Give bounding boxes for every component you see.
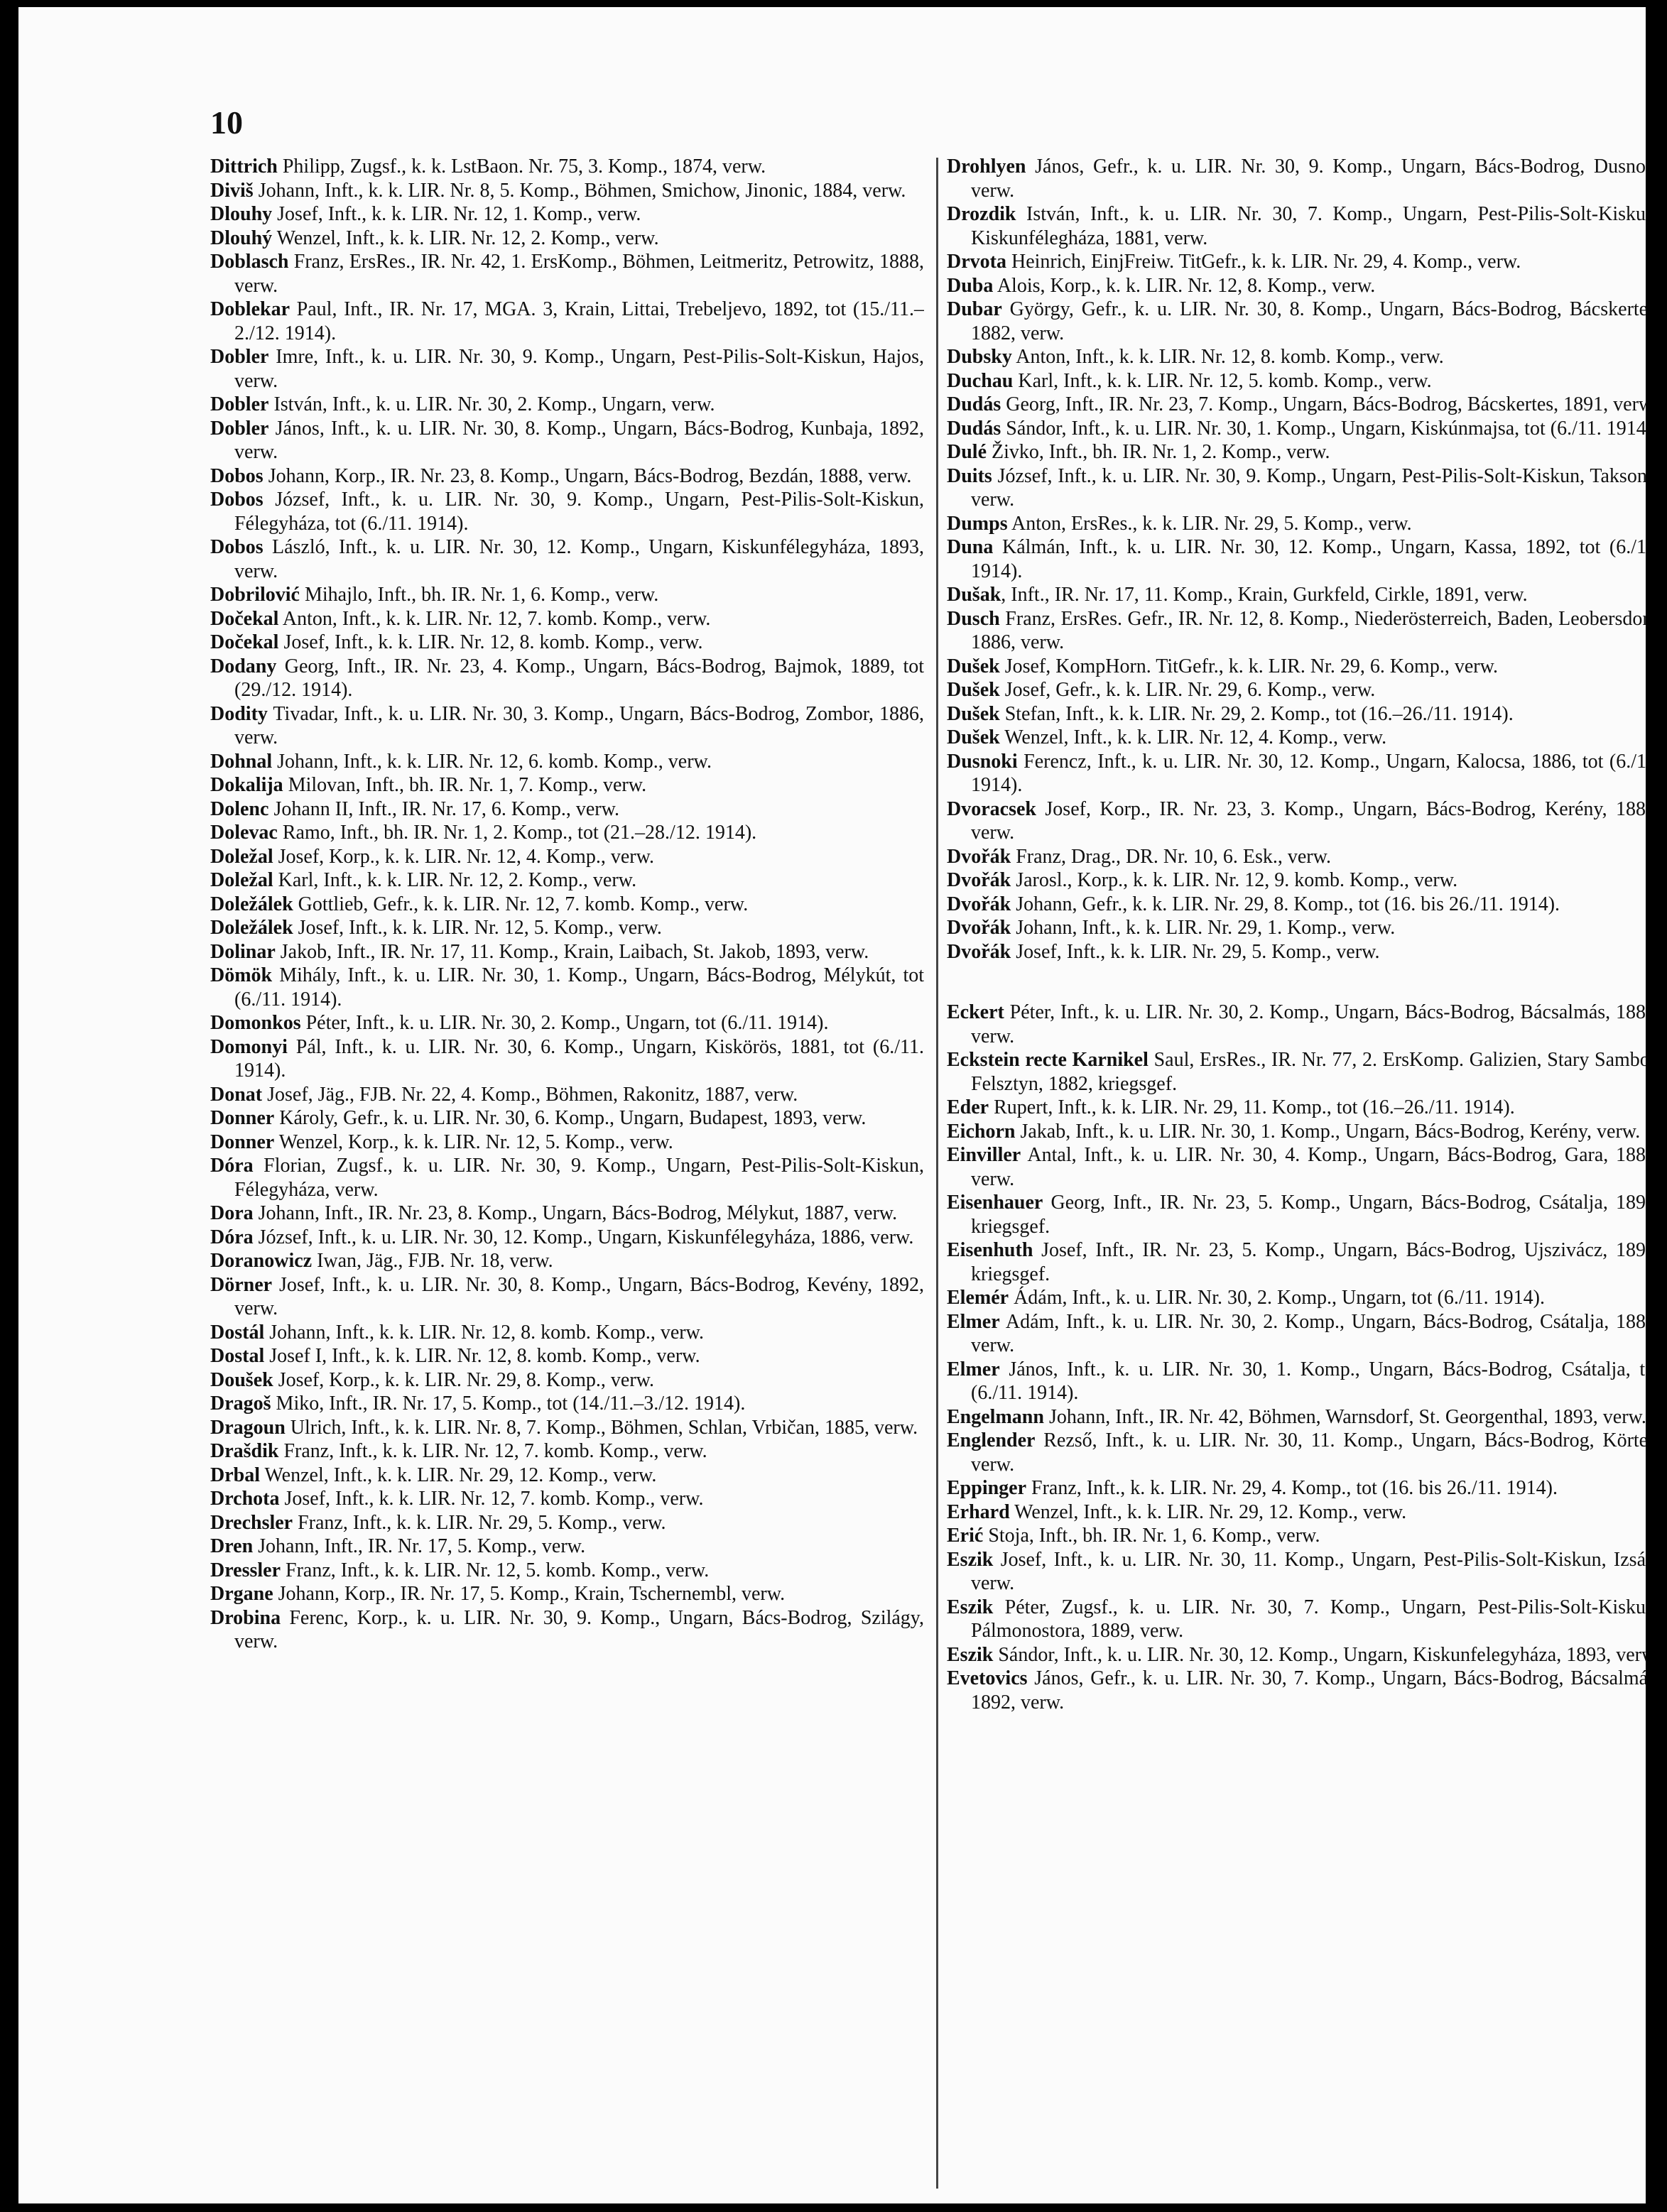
entry-surname: Dren [210,1535,254,1557]
entry-details: Johann, Inft., k. k. LIR. Nr. 29, 1. Komp., verw. [1011,917,1396,939]
entry-details: Franz, Inft., k. k. LIR. Nr. 12, 5. komb. Komp., verw. [281,1559,710,1581]
entry-surname: Doblekar [210,298,290,320]
entry-surname: Dóra [210,1226,254,1248]
casualty-entry [210,916,924,940]
entry-surname: Drechsler [210,1511,293,1534]
entry-details: Josef, Jäg., FJB. Nr. 22, 4. Komp., Böhmen, Rakonitz, 1887, verw. [262,1083,798,1106]
casualty-entry [210,821,924,845]
entry-surname: Drvota [947,251,1006,273]
casualty-entry [947,702,1661,726]
entry-surname: Drohlyen [947,156,1026,178]
entry-details: György, Gefr., k. u. LIR. Nr. 30, 8. Komp., Ungarn, Bács-Bodrog, Bácskertes, 1882, verw. [971,298,1661,344]
entry-details: József, Inft., k. u. LIR. Nr. 30, 9. Komp., Ungarn, Pest-Pilis-Solt-Kiskun, Taksony, verw. [971,464,1661,511]
entry-details: Adám, Inft., k. u. LIR. Nr. 30, 2. Komp., Ungarn, Bács-Bodrog, Csátalja, 1884, verw. [971,1310,1661,1356]
entry-details: Wenzel, Korp., k. k. LIR. Nr. 12, 5. Komp., verw. [274,1130,673,1153]
entry-surname: Dodity [210,702,268,725]
entry-details: József, Inft., k. u. LIR. Nr. 30, 12. Komp., Ungarn, Kiskunfélegyháza, 1886, verw. [253,1226,914,1248]
casualty-entry [947,464,1661,512]
casualty-entry [947,1405,1661,1429]
casualty-entry [210,1464,924,1488]
entry-surname: Eszik [947,1643,994,1666]
entry-surname: Eszik [947,1548,994,1571]
entry-details: Živko, Inft., bh. IR. Nr. 1, 2. Komp., verw. [987,441,1330,463]
entry-surname: Erhard [947,1500,1010,1523]
entry-surname: Drbal [210,1464,260,1486]
entry-surname: Dvořák [947,845,1011,868]
entry-details: Franz, Inft., k. k. LIR. Nr. 12, 7. komb. Komp., verw. [278,1440,707,1462]
casualty-entry [210,1439,924,1464]
casualty-entry [947,1120,1661,1144]
casualty-entry [947,1358,1661,1405]
casualty-entry [947,440,1661,464]
entry-surname: Doležálek [210,917,293,939]
entry-surname: Dodany [210,655,277,677]
entry-surname: Duna [947,536,994,558]
casualty-entry [947,1643,1661,1667]
entry-details: Anton, ErsRes., k. k. LIR. Nr. 29, 5. Komp., verw. [1007,512,1412,535]
entry-surname: Eckert [947,1001,1004,1023]
entry-surname: Duits [947,464,992,487]
casualty-entry [210,1368,924,1393]
entry-surname: Dušek [947,702,1000,725]
casualty-entry [210,535,924,583]
casualty-entry [947,940,1661,964]
casualty-entry [210,1321,924,1345]
entry-surname: Donat [210,1083,263,1106]
casualty-entry [210,1083,924,1107]
casualty-entry [947,750,1661,797]
casualty-entry [210,345,924,393]
casualty-entry [947,1500,1661,1525]
entry-surname: Dressler [210,1559,281,1581]
casualty-entry [947,155,1661,202]
entry-surname: Eszik [947,1596,994,1618]
entry-details: István, Inft., k. u. LIR. Nr. 30, 2. Komp., Ungarn, verw. [268,393,715,415]
casualty-entry [947,417,1661,441]
entry-surname: Donner [210,1130,275,1153]
casualty-entry [947,1286,1661,1310]
entry-details: Josef, Inft., k. k. LIR. Nr. 12, 1. Komp., verw. [272,203,641,225]
entry-details: János, Inft., k. u. LIR. Nr. 30, 8. Komp., Ungarn, Bács-Bodrog, Kunbaja, 1892, verw. [234,417,924,463]
casualty-entry [210,940,924,964]
entry-surname: Elmer [947,1310,1000,1333]
entry-surname: Doležal [210,869,273,891]
entry-details: Sándor, Inft., k. u. LIR. Nr. 30, 1. Komp., Ungarn, Kiskúnmajsa, tot (6./11. 1914). [1001,417,1658,440]
entry-surname: Dvořák [947,893,1011,915]
casualty-entry [947,845,1661,869]
entry-details: Paul, Inft., IR. Nr. 17, MGA. 3, Krain, Littai, Trebeljevo, 1892, tot (15./11.–2./12. 1914). [234,298,924,344]
entry-details: Johann, Inft., IR. Nr. 17, 5. Komp., verw. [253,1535,586,1557]
casualty-entry [210,1226,924,1250]
entry-surname: Dóra [210,1155,254,1177]
entry-surname: Dvořák [947,917,1011,939]
casualty-entry [947,607,1661,655]
right-column [947,155,1661,2200]
casualty-entry [947,797,1661,845]
entry-surname: Engelmann [947,1405,1044,1428]
entry-surname: Dörner [210,1273,273,1296]
entry-details: Ferenc, Korp., k. u. LIR. Nr. 30, 9. Komp., Ungarn, Bács-Bodrog, Szilágy, verw. [234,1606,924,1652]
entry-surname: Drgane [210,1583,273,1605]
casualty-entry [210,1559,924,1583]
casualty-entry [947,916,1661,940]
casualty-entry [947,1310,1661,1358]
casualty-entry [947,655,1661,679]
casualty-entry [210,179,924,203]
entry-surname: Dvořák [947,940,1011,963]
casualty-entry [210,750,924,774]
casualty-entry [210,1582,924,1606]
casualty-entry [210,1011,924,1035]
entry-details: Johann, Inft., k. k. LIR. Nr. 12, 8. komb. Komp., verw. [264,1321,705,1344]
entry-surname: Dostal [210,1345,265,1367]
entry-surname: Dobler [210,393,269,415]
casualty-entry [210,1154,924,1202]
casualty-entry [210,1249,924,1273]
entry-details: Wenzel, Inft., k. k. LIR. Nr. 29, 12. Komp., verw. [1009,1500,1407,1523]
casualty-entry [210,893,924,917]
casualty-entry [947,345,1661,369]
entry-details: Georg, Inft., IR. Nr. 23, 4. Komp., Ungarn, Bács-Bodrog, Bajmok, 1889, tot (29./12. 1914). [234,655,924,701]
entry-details: Saul, ErsRes., IR. Nr. 77, 2. ErsKomp. Galizien, Stary Sambor, Felsztyn, 1882, kriegsgef. [971,1049,1661,1095]
entry-details: Kálmán, Inft., k. u. LIR. Nr. 30, 12. Komp., Ungarn, Kassa, 1892, tot (6./11. 1914). [971,536,1661,582]
casualty-entry [947,868,1661,893]
entry-surname: Dolinar [210,940,276,963]
section-gap [947,964,1661,1001]
entry-surname: Dobos [210,536,264,558]
casualty-entry [947,893,1661,917]
entry-details: Franz, Drag., DR. Nr. 10, 6. Esk., verw. [1011,845,1332,868]
entry-surname: Dobos [210,489,264,511]
casualty-entry [947,1524,1661,1548]
entry-surname: Elemér [947,1287,1009,1309]
casualty-entry [947,1596,1661,1643]
entry-surname: Englender [947,1429,1036,1451]
entry-surname: Duba [947,274,994,297]
casualty-entry [210,488,924,535]
document-page [18,7,1661,2203]
entry-surname: Dragoun [210,1416,286,1439]
entry-surname: Drobina [210,1606,281,1629]
entry-details: Miko, Inft., IR. Nr. 17, 5. Komp., tot (14./11.–3./12. 1914). [271,1393,746,1415]
entry-details: Stefan, Inft., k. k. LIR. Nr. 29, 2. Komp., tot (16.–26./11. 1914). [999,702,1514,725]
entry-surname: Dlouhý [210,227,273,249]
entry-surname: Dvoracsek [947,797,1036,820]
entry-details: , Inft., IR. Nr. 17, 11. Komp., Krain, Gurkfeld, Cirkle, 1891, verw. [1001,584,1528,606]
casualty-entry [210,1392,924,1416]
entry-details: Sándor, Inft., k. u. LIR. Nr. 30, 12. Komp., Ungarn, Kiskunfelegyháza, 1893, verw. [993,1643,1660,1666]
entry-surname: Doblasch [210,251,289,273]
entry-surname: Dragoš [210,1393,271,1415]
entry-surname: Drozdik [947,203,1016,225]
entry-details: Florian, Zugsf., k. u. LIR. Nr. 30, 9. Komp., Ungarn, Pest-Pilis-Solt-Kiskun, Félegyháza, verw. [234,1155,924,1201]
entry-details: Rezső, Inft., k. u. LIR. Nr. 30, 11. Komp., Ungarn, Bács-Bodrog, Körtes, verw. [971,1429,1661,1476]
entry-details: Anton, Inft., k. k. LIR. Nr. 12, 7. komb. Komp., verw. [278,607,711,630]
entry-details: Rupert, Inft., k. k. LIR. Nr. 29, 11. Komp., tot (16.–26./11. 1914). [989,1096,1515,1118]
entry-details: Johann, Inft., IR. Nr. 42, Böhmen, Warnsdorf, St. Georgenthal, 1893, verw. [1043,1405,1646,1428]
entry-details: Georg, Inft., IR. Nr. 23, 7. Komp., Ungarn, Bács-Bodrog, Bácskertes, 1891, verw. [1001,393,1657,415]
entry-details: Karl, Inft., k. k. LIR. Nr. 12, 5. komb. Komp., verw. [1013,369,1432,392]
entry-details: Franz, Inft., k. k. LIR. Nr. 29, 4. Komp., tot (16. bis 26./11. 1914). [1026,1477,1558,1499]
entry-details: Josef, Korp., IR. Nr. 23, 3. Komp., Ungarn, Bács-Bodrog, Kerény, 1888, verw. [971,797,1661,844]
casualty-entry [210,227,924,251]
entry-surname: Doležal [210,845,273,868]
entry-details: Wenzel, Inft., k. k. LIR. Nr. 12, 2. Komp., verw. [272,227,659,249]
entry-surname: Dulé [947,441,987,463]
entry-surname: Dubsky [947,346,1012,368]
entry-surname: Dolevac [210,822,278,844]
entry-surname: Dudás [947,393,1001,415]
casualty-entry [947,1191,1661,1238]
entry-details: Franz, Inft., k. k. LIR. Nr. 29, 5. Komp., verw. [293,1511,666,1534]
casualty-entry [210,607,924,631]
entry-surname: Dočekal [210,631,279,653]
entry-surname: Domonkos [210,1012,301,1034]
casualty-entry [947,298,1661,345]
casualty-entry [210,1273,924,1321]
entry-surname: Eichorn [947,1120,1016,1143]
entry-surname: Dumps [947,512,1008,535]
entry-details: Ramo, Inft., bh. IR. Nr. 1, 2. Komp., tot (21.–28./12. 1914). [277,822,757,844]
entry-surname: Dlouhy [210,203,273,225]
entry-details: Josef, Inft., k. k. LIR. Nr. 12, 7. komb. Komp., verw. [279,1488,704,1510]
entry-surname: Dobos [210,464,264,487]
entry-details: Heinrich, EinjFreiw. TitGefr., k. k. LIR. Nr. 29, 4. Komp., verw. [1006,251,1521,273]
entry-surname: Erić [947,1525,984,1547]
entry-details: Franz, ErsRes., IR. Nr. 42, 1. ErsKomp., Böhmen, Leitmeritz, Petrowitz, 1888, verw. [234,251,924,297]
entry-details: József, Inft., k. u. LIR. Nr. 30, 9. Komp., Ungarn, Pest-Pilis-Solt-Kiskun, Félegyháza, tot (6./11. 1914). [234,489,924,535]
casualty-entry [210,1535,924,1559]
casualty-entry [210,1416,924,1440]
entry-details: Gottlieb, Gefr., k. k. LIR. Nr. 12, 7. komb. Komp., verw. [293,893,749,915]
casualty-entry [947,202,1661,250]
entry-surname: Eppinger [947,1477,1027,1499]
casualty-entry [947,1238,1661,1286]
entry-details: Mihály, Inft., k. u. LIR. Nr. 30, 1. Komp., Ungarn, Bács-Bodrog, Mélykút, tot (6./11. 1914). [234,964,924,1010]
entry-surname: Dokalija [210,774,283,796]
entry-details: Josef I, Inft., k. k. LIR. Nr. 12, 8. komb. Komp., verw. [264,1345,700,1367]
entry-details: Johann, Inft., k. k. LIR. Nr. 12, 6. komb. Komp., verw. [272,750,712,773]
entry-surname: Dömök [210,964,273,986]
entry-surname: Diviš [210,179,254,202]
entry-surname: Eder [947,1096,989,1118]
casualty-entry [947,1143,1661,1191]
left-column [210,155,924,2200]
casualty-entry [947,1048,1661,1096]
entry-details: Wenzel, Inft., k. k. LIR. Nr. 29, 12. Komp., verw. [260,1464,657,1486]
entry-details: Karl, Inft., k. k. LIR. Nr. 12, 2. Komp., verw. [273,869,637,891]
casualty-entry [210,417,924,464]
entry-details: Josef, Gefr., k. k. LIR. Nr. 29, 6. Komp., verw. [999,679,1376,701]
casualty-entry [947,535,1661,583]
entry-surname: Eisenhauer [947,1192,1043,1214]
entry-details: Antal, Inft., k. u. LIR. Nr. 30, 4. Komp., Ungarn, Bács-Bodrog, Gara, 1884, verw. [971,1144,1661,1190]
entry-details: János, Inft., k. u. LIR. Nr. 30, 1. Komp., Ungarn, Bács-Bodrog, Csátalja, tot (6./11. 1914). [971,1358,1661,1404]
entry-surname: Eckstein recte Karnikel [947,1049,1149,1071]
entry-details: Johann, Inft., k. k. LIR. Nr. 8, 5. Komp., Böhmen, Smichow, Jinonic, 1884, verw. [253,179,906,202]
entry-surname: Dora [210,1202,254,1224]
entry-surname: Doranowicz [210,1250,313,1272]
entry-details: Jakob, Inft., IR. Nr. 17, 11. Komp., Krain, Laibach, St. Jakob, 1893, verw. [275,940,869,963]
entry-details: Pál, Inft., k. u. LIR. Nr. 30, 6. Komp., Ungarn, Kiskörös, 1881, tot (6./11. 1914). [234,1035,924,1082]
entry-details: Péter, Inft., k. u. LIR. Nr. 30, 2. Komp., Ungarn, tot (6./11. 1914). [300,1012,829,1034]
entry-details: László, Inft., k. u. LIR. Nr. 30, 12. Komp., Ungarn, Kiskunfélegyháza, 1893, verw. [234,536,924,582]
entry-details: Josef, Inft., k. k. LIR. Nr. 12, 8. komb. Komp., verw. [278,631,703,653]
entry-surname: Dittrich [210,156,278,178]
casualty-entry [210,583,924,607]
casualty-entry [210,868,924,893]
entry-details: Milovan, Inft., bh. IR. Nr. 1, 7. Komp., verw. [283,774,647,796]
entry-details: Johann II, Inft., IR. Nr. 17, 6. Komp., verw. [268,797,619,820]
entry-surname: Dvořák [947,869,1011,891]
casualty-entry [210,1511,924,1535]
entry-details: Ulrich, Inft., k. k. LIR. Nr. 8, 7. Komp., Böhmen, Schlan, Vrbičan, 1885, verw. [285,1416,918,1439]
entry-details: Ádám, Inft., k. u. LIR. Nr. 30, 2. Komp., Ungarn, tot (6./11. 1914). [1009,1287,1545,1309]
entry-surname: Dostál [210,1321,265,1344]
entry-surname: Dudás [947,417,1001,440]
entry-surname: Eisenhuth [947,1239,1033,1261]
entry-surname: Doležálek [210,893,293,915]
casualty-entry [210,298,924,345]
casualty-entry [210,964,924,1011]
casualty-entry [947,369,1661,393]
entry-details: Péter, Inft., k. u. LIR. Nr. 30, 2. Komp., Ungarn, Bács-Bodrog, Bácsalmás, 1885, verw. [971,1001,1661,1047]
casualty-entry [947,726,1661,750]
casualty-entry [210,1035,924,1083]
entry-details: Alois, Korp., k. k. LIR. Nr. 12, 8. Komp., verw. [993,274,1376,297]
casualty-entry [210,1487,924,1511]
casualty-entry [210,1344,924,1368]
entry-surname: Drašdik [210,1440,279,1462]
casualty-entry [210,1106,924,1130]
entry-details: Johann, Inft., IR. Nr. 23, 8. Komp., Ungarn, Bács-Bodrog, Mélykut, 1887, verw. [253,1202,898,1224]
entry-surname: Doušek [210,1368,273,1391]
casualty-entry [947,1001,1661,1048]
entry-surname: Dusch [947,607,1000,630]
entry-details: Josef, KompHorn. TitGefr., k. k. LIR. Nr. 29, 6. Komp., verw. [999,655,1498,677]
casualty-entry [947,512,1661,536]
entry-details: Josef, Inft., k. u. LIR. Nr. 30, 11. Komp., Ungarn, Pest-Pilis-Solt-Kiskun, Izsák, verw. [971,1548,1661,1594]
entry-details: Josef, Korp., k. k. LIR. Nr. 29, 8. Komp., verw. [273,1368,655,1391]
entry-surname: Dohnal [210,750,273,773]
entry-surname: Evetovics [947,1667,1028,1689]
casualty-entry [947,1667,1661,1714]
entry-details: Josef, Inft., k. k. LIR. Nr. 29, 5. Komp., verw. [1011,940,1380,963]
casualty-entry [947,393,1661,417]
entry-details: Philipp, Zugsf., k. k. LstBaon. Nr. 75, 3. Komp., 1874, verw. [277,156,766,178]
casualty-entry [210,797,924,822]
casualty-entry [210,250,924,298]
entry-details: Johann, Korp., IR. Nr. 23, 8. Komp., Ungarn, Bács-Bodrog, Bezdán, 1888, verw. [263,464,912,487]
entry-details: István, Inft., k. u. LIR. Nr. 30, 7. Komp., Ungarn, Pest-Pilis-Solt-Kiskun, Kiskunfélegháza, 1881, verw. [971,203,1661,249]
entry-details: János, Gefr., k. u. LIR. Nr. 30, 7. Komp., Ungarn, Bács-Bodrog, Bácsalmás, 1892, verw. [971,1667,1661,1714]
casualty-entry [210,1130,924,1155]
entry-details: János, Gefr., k. u. LIR. Nr. 30, 9. Komp., Ungarn, Bács-Bodrog, Dusnok, verw. [971,156,1661,202]
casualty-entry [210,202,924,227]
entry-surname: Duchau [947,369,1014,392]
entry-details: Josef, Inft., k. u. LIR. Nr. 30, 8. Komp., Ungarn, Bács-Bodrog, Kevény, 1892, verw. [234,1273,924,1319]
entry-details: Péter, Zugsf., k. u. LIR. Nr. 30, 7. Komp., Ungarn, Pest-Pilis-Solt-Kiskun, Pálmonostora, 1889, verw. [971,1596,1661,1642]
entry-surname: Dočekal [210,607,279,630]
entry-details: Johann, Gefr., k. k. LIR. Nr. 29, 8. Komp., tot (16. bis 26./11. 1914). [1011,893,1560,915]
entry-surname: Dobrilović [210,584,300,606]
entry-surname: Dobler [210,417,269,440]
entry-details: Károly, Gefr., k. u. LIR. Nr. 30, 6. Komp., Ungarn, Budapest, 1893, verw. [274,1107,867,1129]
entry-details: Georg, Inft., IR. Nr. 23, 5. Komp., Ungarn, Bács-Bodrog, Csátalja, 1893, kriegsgef. [971,1192,1661,1238]
page-number: 10 [210,104,243,141]
entry-surname: Dušek [947,679,1000,701]
entry-surname: Dusnoki [947,750,1018,773]
casualty-entry [210,655,924,702]
entry-surname: Dušek [947,655,1000,677]
casualty-entry [210,773,924,797]
entry-details: Wenzel, Inft., k. k. LIR. Nr. 12, 4. Komp., verw. [999,726,1387,748]
entry-surname: Dušek [947,726,1000,748]
entry-surname: Drchota [210,1488,280,1510]
casualty-entry [947,1548,1661,1596]
entry-details: Josef, Korp., k. k. LIR. Nr. 12, 4. Komp., verw. [273,845,654,868]
entry-surname: Dobler [210,346,269,368]
casualty-entry [210,702,924,750]
column-divider [936,158,938,2189]
casualty-entry [210,845,924,869]
entry-surname: Domonyi [210,1035,288,1058]
casualty-entry [947,274,1661,298]
entry-details: Josef, Inft., k. k. LIR. Nr. 12, 5. Komp., verw. [293,917,662,939]
casualty-entry [947,1476,1661,1500]
entry-details: Mihajlo, Inft., bh. IR. Nr. 1, 6. Komp., verw. [300,584,659,606]
entry-details: Jarosl., Korp., k. k. LIR. Nr. 12, 9. komb. Komp., verw. [1011,869,1458,891]
casualty-entry [210,631,924,655]
entry-details: Iwan, Jäg., FJB. Nr. 18, verw. [312,1250,553,1272]
entry-details: Jakab, Inft., k. u. LIR. Nr. 30, 1. Komp., Ungarn, Bács-Bodrog, Kerény, verw. [1015,1120,1641,1143]
entry-details: Anton, Inft., k. k. LIR. Nr. 12, 8. komb. Komp., verw. [1011,346,1444,368]
entry-details: Ferencz, Inft., k. u. LIR. Nr. 30, 12. Komp., Ungarn, Kalocsa, 1886, tot (6./11. 1914). [971,750,1661,796]
entry-details: Stoja, Inft., bh. IR. Nr. 1, 6. Komp., verw. [983,1525,1320,1547]
entry-details: Johann, Korp., IR. Nr. 17, 5. Komp., Krain, Tschernembl, verw. [273,1583,786,1605]
entry-surname: Einviller [947,1144,1021,1166]
entry-details: Josef, Inft., IR. Nr. 23, 5. Komp., Ungarn, Bács-Bodrog, Ujszivácz, 1893, kriegsgef. [971,1239,1661,1285]
entry-details: Imre, Inft., k. u. LIR. Nr. 30, 9. Komp., Ungarn, Pest-Pilis-Solt-Kiskun, Hajos, verw. [234,346,924,392]
entry-surname: Dušak [947,584,1001,606]
entry-surname: Donner [210,1107,275,1129]
casualty-entry [947,1096,1661,1120]
casualty-entry [947,678,1661,702]
entry-details: Franz, ErsRes. Gefr., IR. Nr. 12, 8. Komp., Niederösterreich, Baden, Leobersdorf, 1886, verw. [971,607,1661,653]
entry-details: Tivadar, Inft., k. u. LIR. Nr. 30, 3. Komp., Ungarn, Bács-Bodrog, Zombor, 1886, verw. [234,702,924,748]
casualty-entry [210,155,924,179]
entry-surname: Dolenc [210,797,269,820]
entry-surname: Dubar [947,298,1002,320]
casualty-entry [210,464,924,489]
casualty-entry [947,1429,1661,1476]
entry-surname: Elmer [947,1358,1000,1380]
casualty-entry [210,1202,924,1226]
casualty-entry [210,393,924,417]
casualty-entry [947,250,1661,274]
casualty-entry [947,583,1661,607]
casualty-entry [210,1606,924,1654]
